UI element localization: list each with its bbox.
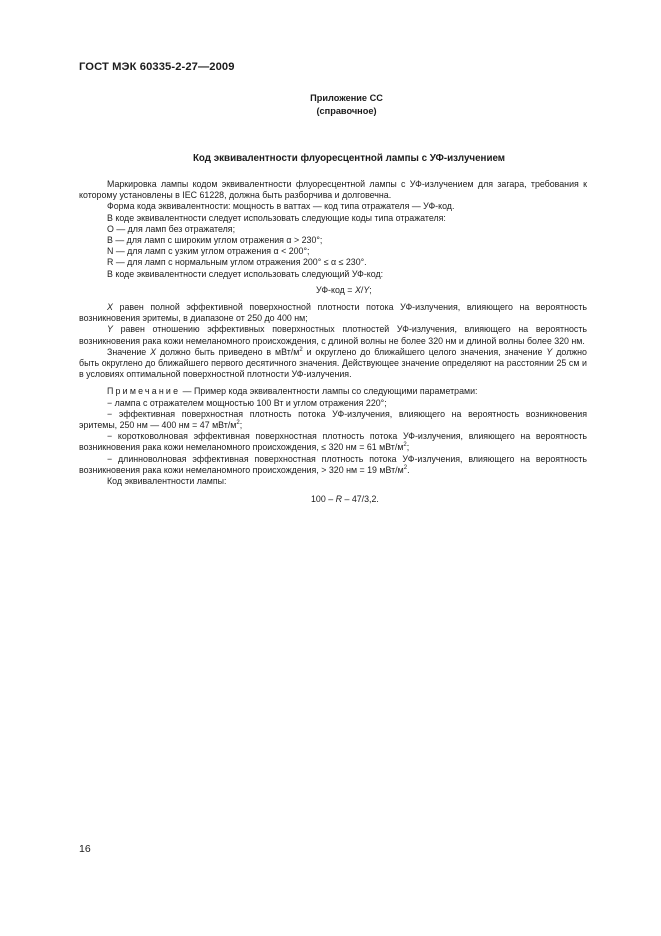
list-item-code-r: R — для ламп с нормальным углом отражения 200° ≤ α ≤ 230°. xyxy=(107,257,367,268)
paragraph-rounding xyxy=(79,347,587,381)
formula-example-code xyxy=(79,494,587,505)
page-number: 16 xyxy=(79,843,91,855)
note-item-longwave-end: . xyxy=(407,464,410,475)
rounding-text-1: Значение xyxy=(107,346,151,357)
rounding-text-3: и округлено до ближайшего целого значения, значение xyxy=(302,346,547,357)
annex-type: (справочное) xyxy=(316,105,377,116)
paragraph-uv-code-intro: В коде эквивалентности следует использовать следующий УФ-код: xyxy=(107,268,384,279)
formula-prefix: УФ-код = xyxy=(316,284,355,295)
example-code-part-a: 100 – xyxy=(311,494,336,505)
note-item-erythema-sup: 2 xyxy=(236,420,240,427)
note-code-label: Код эквивалентности лампы: xyxy=(107,476,227,487)
note-intro-text: — Пример кода эквивалентности лампы со следующими параметрами: xyxy=(180,386,478,397)
note-item-shortwave-text: − коротковолновая эффективная поверхностная плотность потока УФ-излучения, влияющего на вероятность возникновения рака кожи немеланомного происхождения, ≤ 320 нм = 61 мВт/м xyxy=(79,431,587,453)
note-intro xyxy=(79,386,587,397)
formula-suffix: ; xyxy=(369,284,372,295)
paragraph-y-definition xyxy=(79,324,587,346)
paragraph-marking: Маркировка лампы кодом эквивалентности флуоресцентной лампы с УФ-излучением для загара, требования к которому установлены в IEC 61228, должна быть разборчива и долговечна. xyxy=(79,179,587,201)
rounding-text-2: должно быть приведено в мВт/м xyxy=(156,346,300,357)
note-item-erythema-end: ; xyxy=(239,420,243,431)
list-item-code-b: В — для ламп с широким углом отражения α > 230°; xyxy=(107,235,323,246)
note-item-erythema-text: − эффективная поверхностная плотность потока УФ-излучения, влияющего на вероятность возникновения эритемы, 250 нм — 400 нм = 47 мВт/м xyxy=(79,408,587,431)
formula-uv-code xyxy=(79,285,587,296)
paragraph-x-definition xyxy=(79,302,587,324)
note-item-shortwave xyxy=(79,431,587,453)
section-title: Код эквивалентности флуоресцентной лампы с УФ-излучением xyxy=(192,153,506,164)
formula-x: X xyxy=(354,284,361,295)
note-item-longwave xyxy=(79,454,587,476)
note-item-longwave-sup: 2 xyxy=(403,464,408,471)
paragraph-reflector-intro: В коде эквивалентности следует использовать следующие коды типа отражателя: xyxy=(107,212,446,223)
note-item-erythema xyxy=(79,409,587,431)
variable-x: X xyxy=(107,302,113,313)
x-definition-text: равен полной эффективной поверхностной плотности потока УФ-излучения, влияющего на вероятность возникновения эритемы, в диапазоне от 250 до 400 нм; xyxy=(79,302,587,324)
list-item-code-o: О — для ламп без отражателя; xyxy=(107,223,236,234)
list-item-code-n: N — для ламп с узким углом отражения α < 200°; xyxy=(107,246,310,257)
note-item-shortwave-end: ; xyxy=(406,442,410,453)
formula-y: Y xyxy=(363,284,370,295)
paragraph-code-form: Форма кода эквивалентности: мощность в ваттах — код типа отражателя — УФ-код. xyxy=(107,201,455,212)
note-item-lamp: − лампа с отражателем мощностью 100 Вт и углом отражения 220°; xyxy=(107,397,387,408)
example-code-part-b: – 47/3,2. xyxy=(341,494,379,505)
example-code-reflector: R xyxy=(335,494,342,505)
formula-slash: / xyxy=(360,284,364,295)
note-label: Примечание xyxy=(107,386,181,397)
note-item-shortwave-sup: 2 xyxy=(403,442,407,449)
rounding-var-x: X xyxy=(150,346,157,357)
document-body xyxy=(79,179,587,505)
rounding-sup: 2 xyxy=(299,346,303,353)
rounding-text-4: должно быть округлено до ближайшего первого десятичного значения. Действующее значение определяют на расстоянии 25 см и в условиях оптимальной поверхностной плотности УФ-излучения. xyxy=(79,346,587,380)
annex-title: Приложение СС xyxy=(310,93,383,103)
y-definition-text: равен отношению эффективных поверхностных плотностей УФ-излучения, влияющего на вероятность возникновения рака кожи немеланомного происхождения, с длиной волны не более 320 нм и длиной волны более 320 нм. xyxy=(79,324,587,346)
rounding-var-y: Y xyxy=(546,346,553,357)
variable-y: Y xyxy=(107,324,113,335)
note-item-longwave-text: − длинноволновая эффективная поверхностная плотность потока УФ-излучения, влияющего на вероятность возникновения рака кожи немеланомного происхождения, > 320 нм = 19 мВт/м xyxy=(79,453,587,475)
annex-heading xyxy=(0,92,661,117)
document-header: ГОСТ МЭК 60335-2-27—2009 xyxy=(79,61,235,73)
